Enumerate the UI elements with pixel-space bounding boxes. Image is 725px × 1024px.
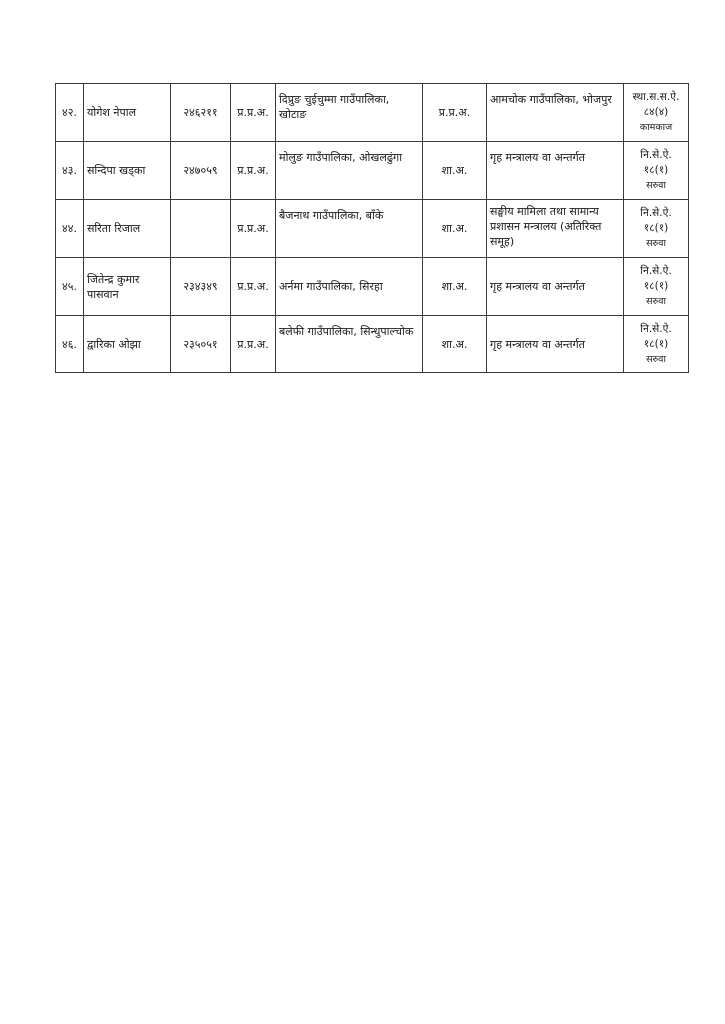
rule-kind: सरुवा — [646, 296, 666, 307]
legal-provision — [624, 200, 689, 258]
employee-name: सन्दिपा खड्का — [84, 142, 171, 200]
serial-number: ४३. — [56, 142, 84, 200]
symbol-number: २३४३४९ — [171, 258, 231, 316]
rule-clause: १८(१) — [643, 280, 669, 292]
rule-clause: १८(१) — [643, 222, 669, 234]
current-office: बैजनाथ गाउँपालिका, बाँके — [276, 200, 423, 258]
rule-act: नि.से.ऐ. — [640, 207, 672, 219]
current-position: प्र.प्र.अ. — [231, 258, 276, 316]
rule-act: नि.से.ऐ. — [640, 265, 672, 277]
new-office: गृह मन्त्रालय वा अन्तर्गत — [487, 316, 624, 373]
new-position: शा.अ. — [423, 316, 487, 373]
rule-clause: ८४(४) — [643, 106, 669, 118]
rule-act: नि.से.ऐ. — [640, 322, 672, 335]
legal-provision — [624, 316, 689, 373]
employee-name: जितेन्द्र कुमार पासवान — [84, 258, 171, 316]
rule-kind: सरुवा — [646, 353, 666, 365]
new-position: शा.अ. — [423, 200, 487, 258]
legal-provision — [624, 142, 689, 200]
symbol-number: २३५०५१ — [171, 316, 231, 373]
rule-clause: १८(१) — [643, 337, 669, 350]
table-row — [56, 84, 689, 142]
table-row — [56, 200, 689, 258]
rule-kind: सरुवा — [646, 180, 666, 191]
employee-name: योगेश नेपाल — [84, 84, 171, 142]
employee-name: द्वारिका ओझा — [84, 316, 171, 373]
rule-act: स्था.स.स.ऐ. — [632, 91, 680, 103]
current-office: दिप्रुङ चुईचुम्मा गाउँपालिका, खोटाङ — [276, 84, 423, 142]
current-position: प्र.प्र.अ. — [231, 200, 276, 258]
symbol-number: २४६२११ — [171, 84, 231, 142]
legal-provision — [624, 258, 689, 316]
table-row — [56, 258, 689, 316]
new-office: गृह मन्त्रालय वा अन्तर्गत — [487, 258, 624, 316]
current-position: प्र.प्र.अ. — [231, 84, 276, 142]
transfer-table — [55, 83, 689, 373]
current-office: अर्नमा गाउँपालिका, सिरहा — [276, 258, 423, 316]
new-office: आमचोक गाउँपालिका, भोजपुर — [487, 84, 624, 142]
new-position: शा.अ. — [423, 142, 487, 200]
serial-number: ४५. — [56, 258, 84, 316]
current-office: मोलुङ गाउँपालिका, ओखलढुंगा — [276, 142, 423, 200]
symbol-number: २४७०५९ — [171, 142, 231, 200]
serial-number: ४४. — [56, 200, 84, 258]
table-row — [56, 142, 689, 200]
serial-number: ४२. — [56, 84, 84, 142]
employee-name: सरिता रिजाल — [84, 200, 171, 258]
table-row — [56, 316, 689, 373]
current-position: प्र.प्र.अ. — [231, 316, 276, 373]
serial-number: ४६. — [56, 316, 84, 373]
rule-act: नि.से.ऐ. — [640, 149, 672, 161]
rule-kind: कामकाज — [639, 122, 673, 133]
new-position: प्र.प्र.अ. — [423, 84, 487, 142]
rule-kind: सरुवा — [646, 238, 666, 249]
current-position: प्र.प्र.अ. — [231, 142, 276, 200]
new-position: शा.अ. — [423, 258, 487, 316]
current-office: बलेफी गाउँपालिका, सिन्धुपाल्चोक — [276, 316, 423, 373]
legal-provision — [624, 84, 689, 142]
new-office: गृह मन्त्रालय वा अन्तर्गत — [487, 142, 624, 200]
new-office: सङ्घीय मामिला तथा सामान्य प्रशासन मन्त्रालय (अतिरिक्त समूह) — [487, 200, 624, 258]
symbol-number — [171, 200, 231, 258]
rule-clause: १८(१) — [643, 164, 669, 176]
